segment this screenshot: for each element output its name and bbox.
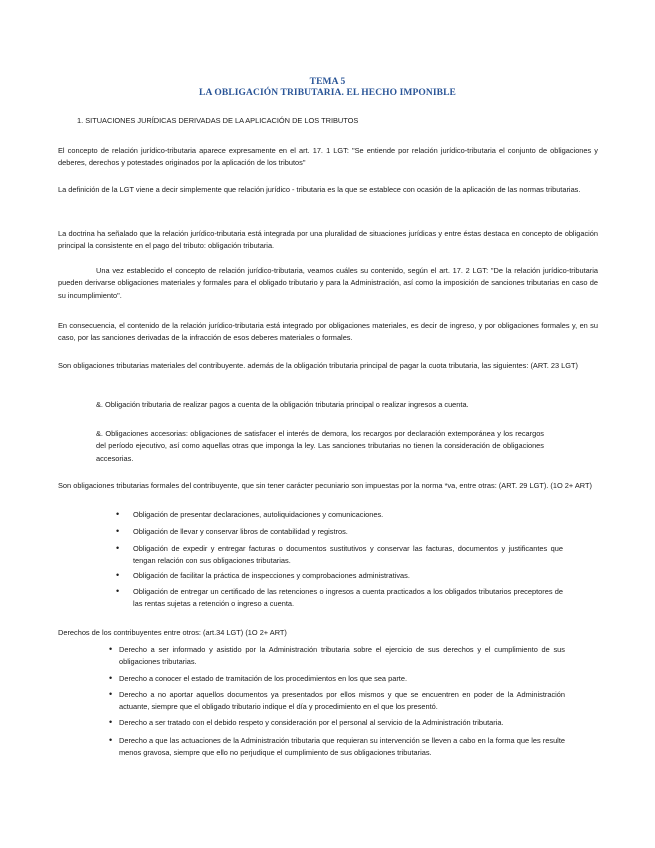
- list-item-text: Obligación de facilitar la práctica de inspecciones y comprobaciones administrativas.: [133, 571, 410, 580]
- list-item-text: Obligación de expedir y entregar facturas o documentos sustitutivos y conservar las facturas, documentos y justificantes que tengan relación con sus obligaciones tributarias.: [133, 544, 563, 566]
- paragraph-7: &. Obligación tributaria de realizar pagos a cuenta de la obligación tributaria principal o realizar ingresos a cuenta.: [96, 400, 469, 409]
- list-item-text: Derecho a conocer el estado de tramitación de los procedimientos en los que sea parte.: [119, 674, 407, 683]
- bullet-icon: •: [109, 689, 113, 699]
- bullet-icon: •: [109, 735, 113, 745]
- document-title-line1: TEMA 5: [309, 77, 346, 87]
- bullet-icon: •: [116, 526, 120, 536]
- section-heading: 1. SITUACIONES JURÍDICAS DERIVADAS DE LA APLICACIÓN DE LOS TRIBUTOS: [77, 116, 359, 125]
- paragraph-5: En consecuencia, el contenido de la relación jurídico-tributaria está integrado por obligaciones materiales, es decir de ingreso, y por obligaciones formales y, en su caso, por las sanciones derivadas de la infracción de esos deberes materiales o formales.: [58, 321, 598, 343]
- paragraph-3: La doctrina ha señalado que la relación jurídico-tributaria está integrada por una pluralidad de situaciones jurídicas y entre éstas destaca en concepto de obligación principal la consistente en el pago del tributo: obligación tributaria.: [58, 229, 598, 251]
- bullet-icon: •: [116, 509, 120, 519]
- paragraph-9: Son obligaciones tributarias formales del contribuyente, que sin tener carácter pecuniario son impuestas por la norma *va, entre otras: (ART. 29 LGT). (1O 2+ ART): [58, 481, 592, 490]
- bullet-icon: •: [109, 673, 113, 683]
- paragraph-1: El concepto de relación jurídico-tributaria aparece expresamente en el art. 17. 1 LGT: "Se entiende por relación jurídico-tributaria el conjunto de obligaciones y deberes, derechos y potestades originados por la aplicación de los tributos": [58, 146, 598, 168]
- list-item-text: Derecho a ser tratado con el debido respeto y consideración por el personal al servicio de la Administración tributaria.: [119, 718, 504, 727]
- paragraph-6: Son obligaciones tributarias materiales del contribuyente. además de la obligación tributaria principal de pagar la cuota tributaria, las siguientes: (ART. 23 LGT): [58, 361, 578, 370]
- bullet-icon: •: [109, 644, 113, 654]
- list-item-text: Obligación de presentar declaraciones, autoliquidaciones y comunicaciones.: [133, 510, 384, 519]
- bullet-icon: •: [109, 717, 113, 727]
- list-item-text: Obligación de entregar un certificado de las retenciones o ingresos a cuenta practicados a los obligados tributarios preceptores de las rentas sujetas a retención o ingreso a cuenta.: [133, 587, 563, 609]
- paragraph-10: Derechos de los contribuyentes entre otros: (art.34 LGT) (1O 2+ ART): [58, 628, 287, 637]
- bullet-icon: •: [116, 570, 120, 580]
- list-item-text: Derecho a ser informado y asistido por la Administración tributaria sobre el ejercicio de sus derechos y el cumplimiento de sus obligaciones tributarias.: [119, 645, 565, 667]
- bullet-icon: •: [116, 543, 120, 553]
- list-item-text: Derecho a que las actuaciones de la Administración tributaria que requieran su intervención se lleven a cabo en la forma que les resulte menos gravosa, siempre que ello no perjudique el cumplimiento de sus obligaciones tributarias.: [119, 736, 565, 758]
- document-title-line2: LA OBLIGACIÓN TRIBUTARIA. EL HECHO IMPONIBLE: [199, 88, 456, 98]
- paragraph-8: &. Obligaciones accesorias: obligaciones de satisfacer el interés de demora, los recargos por declaración extemporánea y los recargos del período ejecutivo, así como aquellas otras que imponga la ley. Las sanciones tributarias no tienen la consideración de obligaciones accesorias.: [96, 429, 544, 463]
- paragraph-4: Una vez establecido el concepto de relación jurídico-tributaria, veamos cuáles su contenido, según el art. 17. 2 LGT: "De la relación jurídico-tributaria pueden derivarse obligaciones materiales y formales para el obligado tributario y para la Administración, así como la imposición de sanciones tributarias en caso de su incumplimiento".: [58, 266, 598, 300]
- paragraph-2: La definición de la LGT viene a decir simplemente que relación jurídico - tributaria es la que se establece con ocasión de la aplicación de las normas tributarias.: [58, 185, 581, 194]
- list-item-text: Obligación de llevar y conservar libros de contabilidad y registros.: [133, 527, 348, 536]
- list-item-text: Derecho a no aportar aquellos documentos ya presentados por ellos mismos y que se encuentren en poder de la Administración actuante, siempre que el obligado tributario indique el día y procedimiento en el que los presentó.: [119, 690, 565, 712]
- bullet-icon: •: [116, 586, 120, 596]
